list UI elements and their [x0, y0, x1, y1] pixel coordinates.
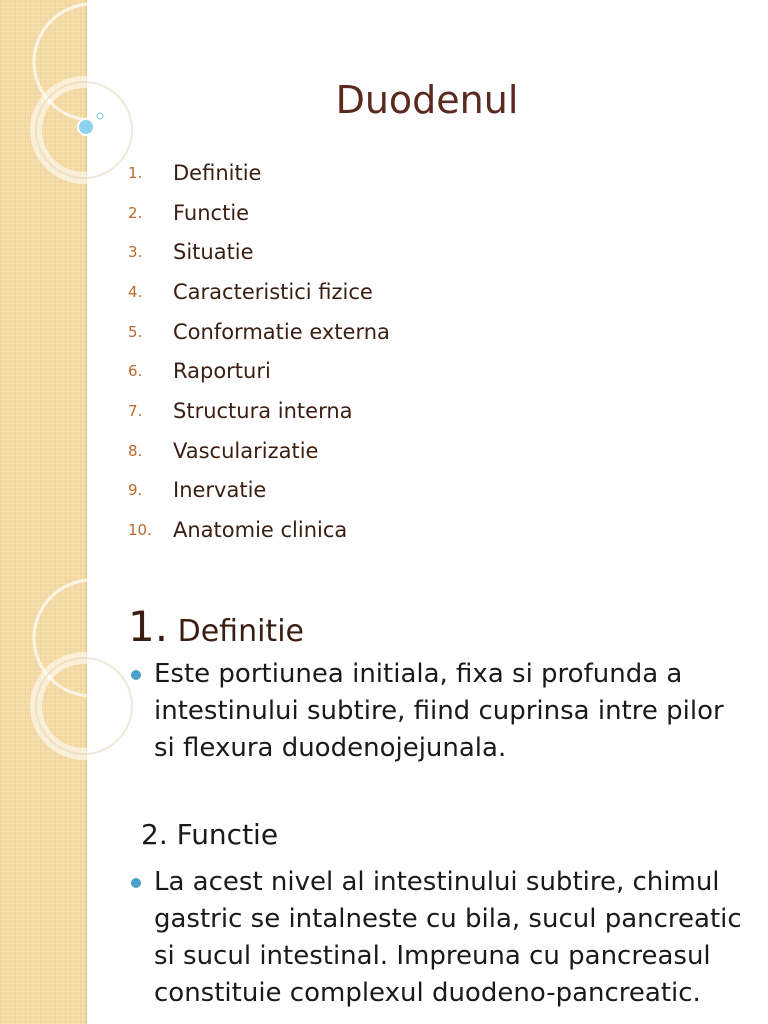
item-text: Structura interna: [173, 398, 353, 423]
item-text: Raporturi: [173, 359, 271, 384]
item-text: Definitie: [173, 160, 262, 185]
list-item: [128, 351, 390, 391]
item-number: 2.: [128, 203, 143, 222]
item-number: 9.: [128, 481, 143, 500]
item-text: Conformatie externa: [173, 319, 390, 344]
section-title: Definitie: [177, 614, 304, 649]
item-text: Functie: [173, 200, 250, 225]
item-text: Anatomie clinica: [173, 518, 348, 543]
item-number: 5.: [128, 322, 143, 341]
item-number: 1.: [128, 163, 143, 182]
section-heading-definitie: [128, 602, 304, 651]
section-number: 1.: [128, 602, 169, 651]
item-text: Vascularizatie: [173, 438, 319, 463]
bullet-icon: [131, 670, 141, 680]
list-item: [128, 232, 390, 272]
bullet-icon: [131, 878, 141, 888]
slide-2: [0, 576, 768, 1024]
list-item: [128, 431, 390, 471]
item-number: 3.: [128, 243, 143, 262]
list-item: [128, 471, 390, 511]
item-number: 10.: [128, 521, 152, 540]
list-item: [128, 153, 390, 193]
list-item: [128, 272, 390, 312]
bullet-paragraph: [131, 864, 751, 1012]
table-of-contents: [128, 153, 390, 550]
bullet-paragraph: [131, 656, 751, 767]
slide-title: Duodenul: [335, 78, 519, 122]
list-item: [128, 510, 390, 550]
item-text: Inervatie: [173, 478, 267, 503]
list-item: [128, 193, 390, 233]
bullet-text: La acest nivel al intestinului subtire, chimul gastric se intalneste cu bila, sucul pancreatic si sucul intestinal. Impreuna cu pancreasul constituie complexul duodeno-pancreatic.: [154, 867, 742, 1008]
item-text: Situatie: [173, 240, 254, 265]
section-heading-functie: 2. Functie: [141, 818, 279, 851]
list-item: [128, 391, 390, 431]
item-number: 7.: [128, 401, 143, 420]
item-text: Caracteristici fizice: [173, 279, 373, 304]
item-number: 4.: [128, 282, 143, 301]
item-number: 8.: [128, 441, 143, 460]
bullet-text: Este portiunea initiala, fixa si profunda a intestinului subtire, fiind cuprinsa intre pilor si flexura duodenojejunala.: [154, 659, 724, 763]
item-number: 6.: [128, 362, 143, 381]
decorative-rings: [0, 576, 140, 1024]
list-item: [128, 312, 390, 352]
